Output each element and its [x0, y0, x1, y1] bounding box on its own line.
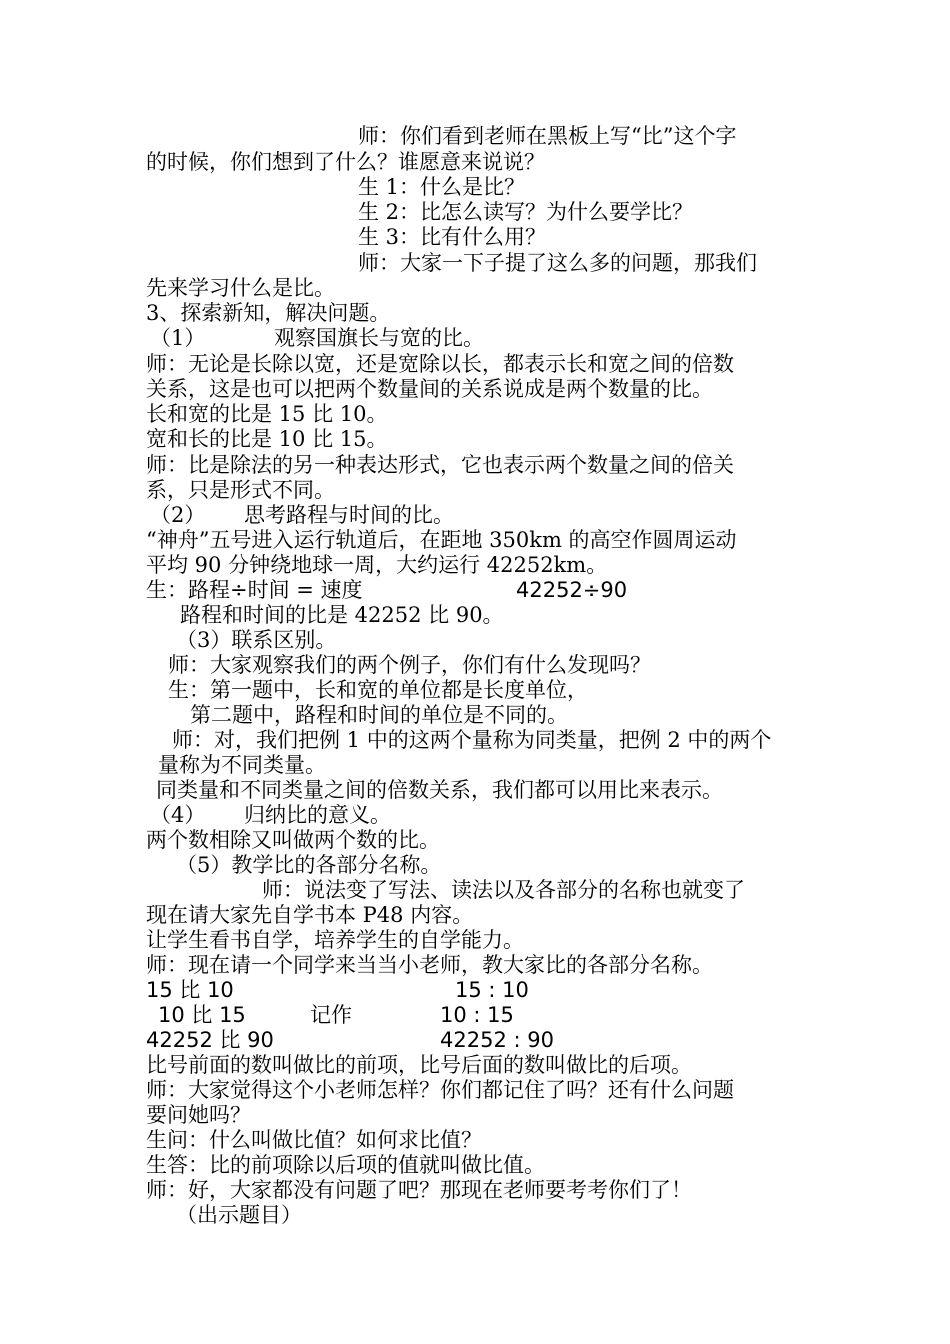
text-line: 生问：什么叫做比值？如何求比值？ [146, 1128, 482, 1152]
text-line: 生：第一题中，长和宽的单位都是长度单位， [168, 678, 588, 702]
text-line: 的时候，你们想到了什么？谁愿意来说说？ [146, 150, 545, 174]
text-line: 师：比是除法的另一种表达形式，它也表示两个数量之间的倍关 [146, 453, 734, 477]
text-line: 师：你们看到老师在黑板上写“比”这个字 [358, 124, 737, 148]
ratio-notation: 42252 : 90 [440, 1028, 554, 1052]
text-line: 比号前面的数叫做比的前项，比号后面的数叫做比的后项。 [146, 1053, 692, 1077]
subsection-title: （3）联系区别。 [176, 628, 337, 652]
text-line: 第二题中，路程和时间的单位是不同的。 [190, 703, 568, 727]
text-line: 生：路程÷时间 = 速度 [146, 578, 363, 602]
text-line: 生 2：比怎么读写？为什么要学比？ [358, 200, 694, 224]
text-line: 师：无论是长除以宽，还是宽除以长，都表示长和宽之间的倍数 [146, 352, 734, 376]
text-line: 师：大家一下子提了这么多的问题，那我们 [358, 251, 757, 275]
text-line: 师：好，大家都没有问题了吧？那现在老师要考考你们了！ [146, 1178, 692, 1202]
text-line: 宽和长的比是 10 比 15。 [146, 427, 388, 451]
formula-text: 42252÷90 [516, 578, 628, 602]
text-line: 生答：比的前项除以后项的值就叫做比值。 [146, 1153, 545, 1177]
ratio-notation: 15 : 10 [455, 978, 529, 1002]
text-line: 平均 90 分钟绕地球一周，大约运行 42252km。 [146, 553, 608, 577]
subsection-title: 观察国旗长与宽的比。 [274, 326, 484, 350]
text-line: 两个数相除又叫做两个数的比。 [146, 828, 440, 852]
text-line: 现在请大家先自学书本 P48 内容。 [146, 903, 474, 927]
text-line: 师：大家觉得这个小老师怎样？你们都记住了吗？还有什么问题 [146, 1078, 734, 1102]
text-line: 生 3：比有什么用？ [358, 225, 547, 249]
text-line: （出示题目） [176, 1203, 302, 1227]
ratio-example: 15 比 10 [146, 978, 234, 1002]
text-line: 先来学习什么是比。 [146, 276, 335, 300]
text-line: 同类量和不同类量之间的倍数关系，我们都可以用比来表示。 [156, 778, 723, 802]
text-line: 路程和时间的比是 42252 比 90。 [180, 603, 504, 627]
text-line: 生 1：什么是比？ [358, 175, 526, 199]
text-line: 关系，这是也可以把两个数量间的关系说成是两个数量的比。 [146, 377, 713, 401]
ratio-example: 42252 比 90 [146, 1028, 274, 1052]
subsection-number: （1） [150, 326, 206, 350]
text-line: 师：大家观察我们的两个例子，你们有什么发现吗？ [168, 653, 651, 677]
text-line: 要问她吗？ [146, 1103, 251, 1127]
ratio-notation: 10 : 15 [440, 1003, 514, 1027]
subsection-title: （5）教学比的各部分名称。 [176, 853, 442, 877]
text-line: 师：对，我们把例 1 中的这两个量称为同类量，把例 2 中的两个 [172, 728, 772, 752]
text-line: 师：现在请一个同学来当当小老师，教大家比的各部分名称。 [146, 953, 713, 977]
text-line: 师：说法变了写法、读法以及各部分的名称也就变了 [262, 878, 745, 902]
text-line: 让学生看书自学，培养学生的自学能力。 [146, 928, 524, 952]
text-line: 量称为不同类量。 [158, 753, 326, 777]
subsection-title: 归纳比的意义。 [244, 803, 391, 827]
subsection-number: （4） [150, 803, 206, 827]
subsection-title: 思考路程与时间的比。 [244, 503, 454, 527]
text-line: “神舟”五号进入运行轨道后，在距地 350km 的高空作圆周运动 [146, 528, 737, 552]
ratio-example: 10 比 15 [158, 1003, 246, 1027]
text-line: 系，只是形式不同。 [146, 478, 335, 502]
text-line: 长和宽的比是 15 比 10。 [146, 402, 388, 426]
notation-label: 记作 [310, 1003, 352, 1027]
section-heading: 3、探索新知，解决问题。 [146, 301, 391, 325]
subsection-number: （2） [150, 503, 206, 527]
